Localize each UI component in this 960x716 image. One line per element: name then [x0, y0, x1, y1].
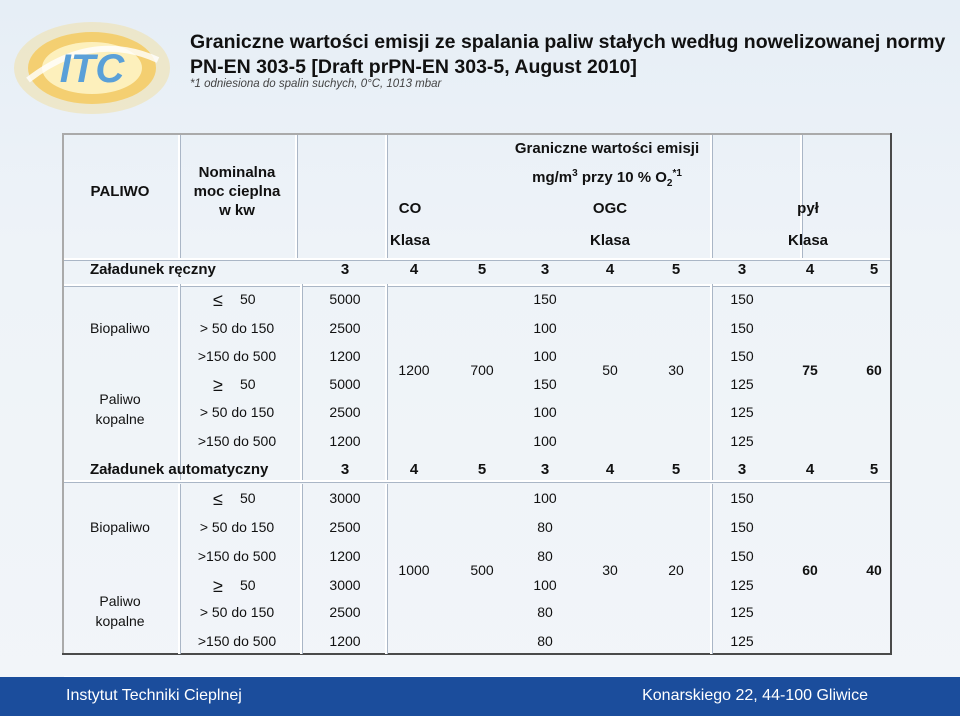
pyl-class3-value: 150 [730, 490, 754, 506]
power-range: >150 do 500 [197, 548, 277, 564]
header-column-divider [178, 135, 180, 258]
pyl-class3-value: 125 [730, 376, 754, 392]
ogc-class4-value: 30 [602, 562, 618, 578]
section-label: Załadunek ręczny [90, 261, 216, 278]
column-divider [385, 484, 387, 654]
row-divider [64, 480, 890, 482]
pyl-class3-value: 150 [730, 548, 754, 564]
ogc-class4-value: 50 [602, 362, 618, 378]
co-class3-value: 2500 [329, 604, 361, 620]
co-class3-value: 3000 [329, 490, 361, 506]
row-divider [64, 284, 890, 286]
units-part: 2 [666, 178, 673, 189]
header-moc-line3: w kw [219, 202, 255, 219]
units-part: mg/m [532, 169, 573, 186]
itc-logo [8, 10, 176, 122]
power-range: > 50 do 150 [199, 404, 275, 420]
class-number: 3 [340, 461, 350, 478]
column-divider [178, 284, 180, 480]
ogc-class3-value: 150 [533, 291, 557, 307]
column-divider [385, 284, 387, 480]
row-divider [64, 258, 890, 260]
class-number: 5 [671, 461, 681, 478]
ogc-class3-value: 100 [533, 490, 557, 506]
column-divider [178, 484, 180, 654]
header-graniczne: Graniczne wartości emisji [514, 140, 700, 157]
class-number: 5 [477, 461, 487, 478]
co-class4-value: 1200 [398, 362, 430, 378]
logo-text: ITC [59, 47, 125, 91]
units-part: 3 [572, 168, 578, 179]
pyl-class3-value: 150 [730, 291, 754, 307]
header-klasa-co: Klasa [389, 232, 431, 249]
co-class3-value: 2500 [329, 320, 361, 336]
co-class4-value: 1000 [398, 562, 430, 578]
header-ogc: OGC [592, 200, 628, 217]
pyl-class3-value: 125 [730, 433, 754, 449]
power-symbol: ≥ [213, 576, 223, 596]
class-number: 4 [605, 261, 615, 278]
power-symbol: ≥ [213, 375, 223, 395]
column-divider [710, 484, 712, 654]
power-range: >150 do 500 [197, 633, 277, 649]
class-number: 4 [805, 261, 815, 278]
class-number: 4 [605, 461, 615, 478]
header-moc-line1: Nominalna [198, 164, 276, 181]
class-number: 4 [409, 261, 419, 278]
co-class3-value: 2500 [329, 404, 361, 420]
header-units [532, 168, 682, 189]
class-number: 3 [340, 261, 350, 278]
co-class5-value: 500 [470, 562, 494, 578]
class-number: 5 [477, 261, 487, 278]
ogc-class3-value: 80 [537, 604, 553, 620]
units-part: *1 [672, 168, 682, 179]
header-column-divider [710, 135, 712, 258]
pyl-class3-value: 125 [730, 633, 754, 649]
header-klasa-pyl: Klasa [787, 232, 829, 249]
class-number: 3 [540, 261, 550, 278]
pyl-class3-value: 150 [730, 519, 754, 535]
header-paliwo: PALIWO [90, 183, 150, 200]
paliwo-kopalne-label: Paliwo [99, 593, 141, 609]
footer-address: Konarskiego 22, 44-100 Gliwice [642, 687, 868, 704]
biopaliwo-label: Biopaliwo [90, 320, 150, 336]
pyl-class3-value: 150 [730, 348, 754, 364]
power-symbol: ≤ [213, 489, 223, 509]
header-pyl: pył [797, 200, 819, 217]
power-symbol: ≤ [213, 290, 223, 310]
column-divider [710, 284, 712, 480]
pyl-class4-value: 60 [802, 562, 818, 578]
class-number: 4 [409, 461, 419, 478]
power-range: >150 do 500 [197, 348, 277, 364]
power-range: > 50 do 150 [199, 519, 275, 535]
class-number: 5 [671, 261, 681, 278]
co-class3-value: 1200 [329, 633, 361, 649]
power-range: > 50 do 150 [199, 320, 275, 336]
ogc-class3-value: 100 [533, 577, 557, 593]
power-range: > 50 do 150 [199, 604, 275, 620]
ogc-class3-value: 150 [533, 376, 557, 392]
co-class3-value: 3000 [329, 577, 361, 593]
header-klasa-ogc: Klasa [589, 232, 631, 249]
class-number: 3 [540, 461, 550, 478]
column-divider [300, 484, 302, 654]
column-divider [300, 284, 302, 480]
power-range: 50 [240, 376, 256, 392]
pyl-class3-value: 150 [730, 320, 754, 336]
co-class3-value: 5000 [329, 376, 361, 392]
pyl-class3-value: 125 [730, 404, 754, 420]
power-range: >150 do 500 [197, 433, 277, 449]
co-class3-value: 1200 [329, 548, 361, 564]
biopaliwo-label: Biopaliwo [90, 519, 150, 535]
ogc-class3-value: 80 [537, 633, 553, 649]
header-column-divider [295, 135, 297, 258]
class-number: 5 [869, 261, 879, 278]
header-co: CO [398, 200, 422, 217]
co-class3-value: 5000 [329, 291, 361, 307]
class-number: 4 [805, 461, 815, 478]
ogc-class3-value: 100 [533, 348, 557, 364]
ogc-class3-value: 80 [537, 519, 553, 535]
pyl-class5-value: 40 [866, 562, 882, 578]
ogc-class3-value: 100 [533, 320, 557, 336]
paliwo-kopalne-label: kopalne [95, 411, 145, 427]
header-column-divider [385, 135, 387, 258]
paliwo-kopalne-label: kopalne [95, 613, 145, 629]
class-number: 3 [737, 461, 747, 478]
co-class3-value: 1200 [329, 348, 361, 364]
pyl-class3-value: 125 [730, 604, 754, 620]
pyl-class4-value: 75 [802, 362, 818, 378]
co-class3-value: 2500 [329, 519, 361, 535]
power-range: 50 [240, 577, 256, 593]
ogc-class3-value: 100 [533, 404, 557, 420]
footer-institute: Instytut Techniki Cieplnej [66, 687, 242, 704]
co-class5-value: 700 [470, 362, 494, 378]
header-moc-line2: moc cieplna [193, 183, 281, 200]
ogc-class3-value: 100 [533, 433, 557, 449]
ogc-class5-value: 30 [668, 362, 684, 378]
pyl-class5-value: 60 [866, 362, 882, 378]
class-number: 5 [869, 461, 879, 478]
power-range: 50 [240, 291, 256, 307]
pyl-class3-value: 125 [730, 577, 754, 593]
slide-subtitle: *1 odniesiona do spalin suchych, 0°C, 1013 mbar [190, 78, 442, 90]
ogc-class5-value: 20 [668, 562, 684, 578]
class-number: 3 [737, 261, 747, 278]
power-range: 50 [240, 490, 256, 506]
paliwo-kopalne-label: Paliwo [99, 391, 141, 407]
co-class3-value: 1200 [329, 433, 361, 449]
units-part: przy 10 % O [577, 169, 667, 186]
slide-title: Graniczne wartości emisji ze spalania paliw stałych według nowelizowanej normy PN-EN 303-5 [Draft prPN-EN 303-5, August 2010] [190, 31, 946, 78]
section-label: Załadunek automatyczny [90, 461, 269, 478]
ogc-class3-value: 80 [537, 548, 553, 564]
